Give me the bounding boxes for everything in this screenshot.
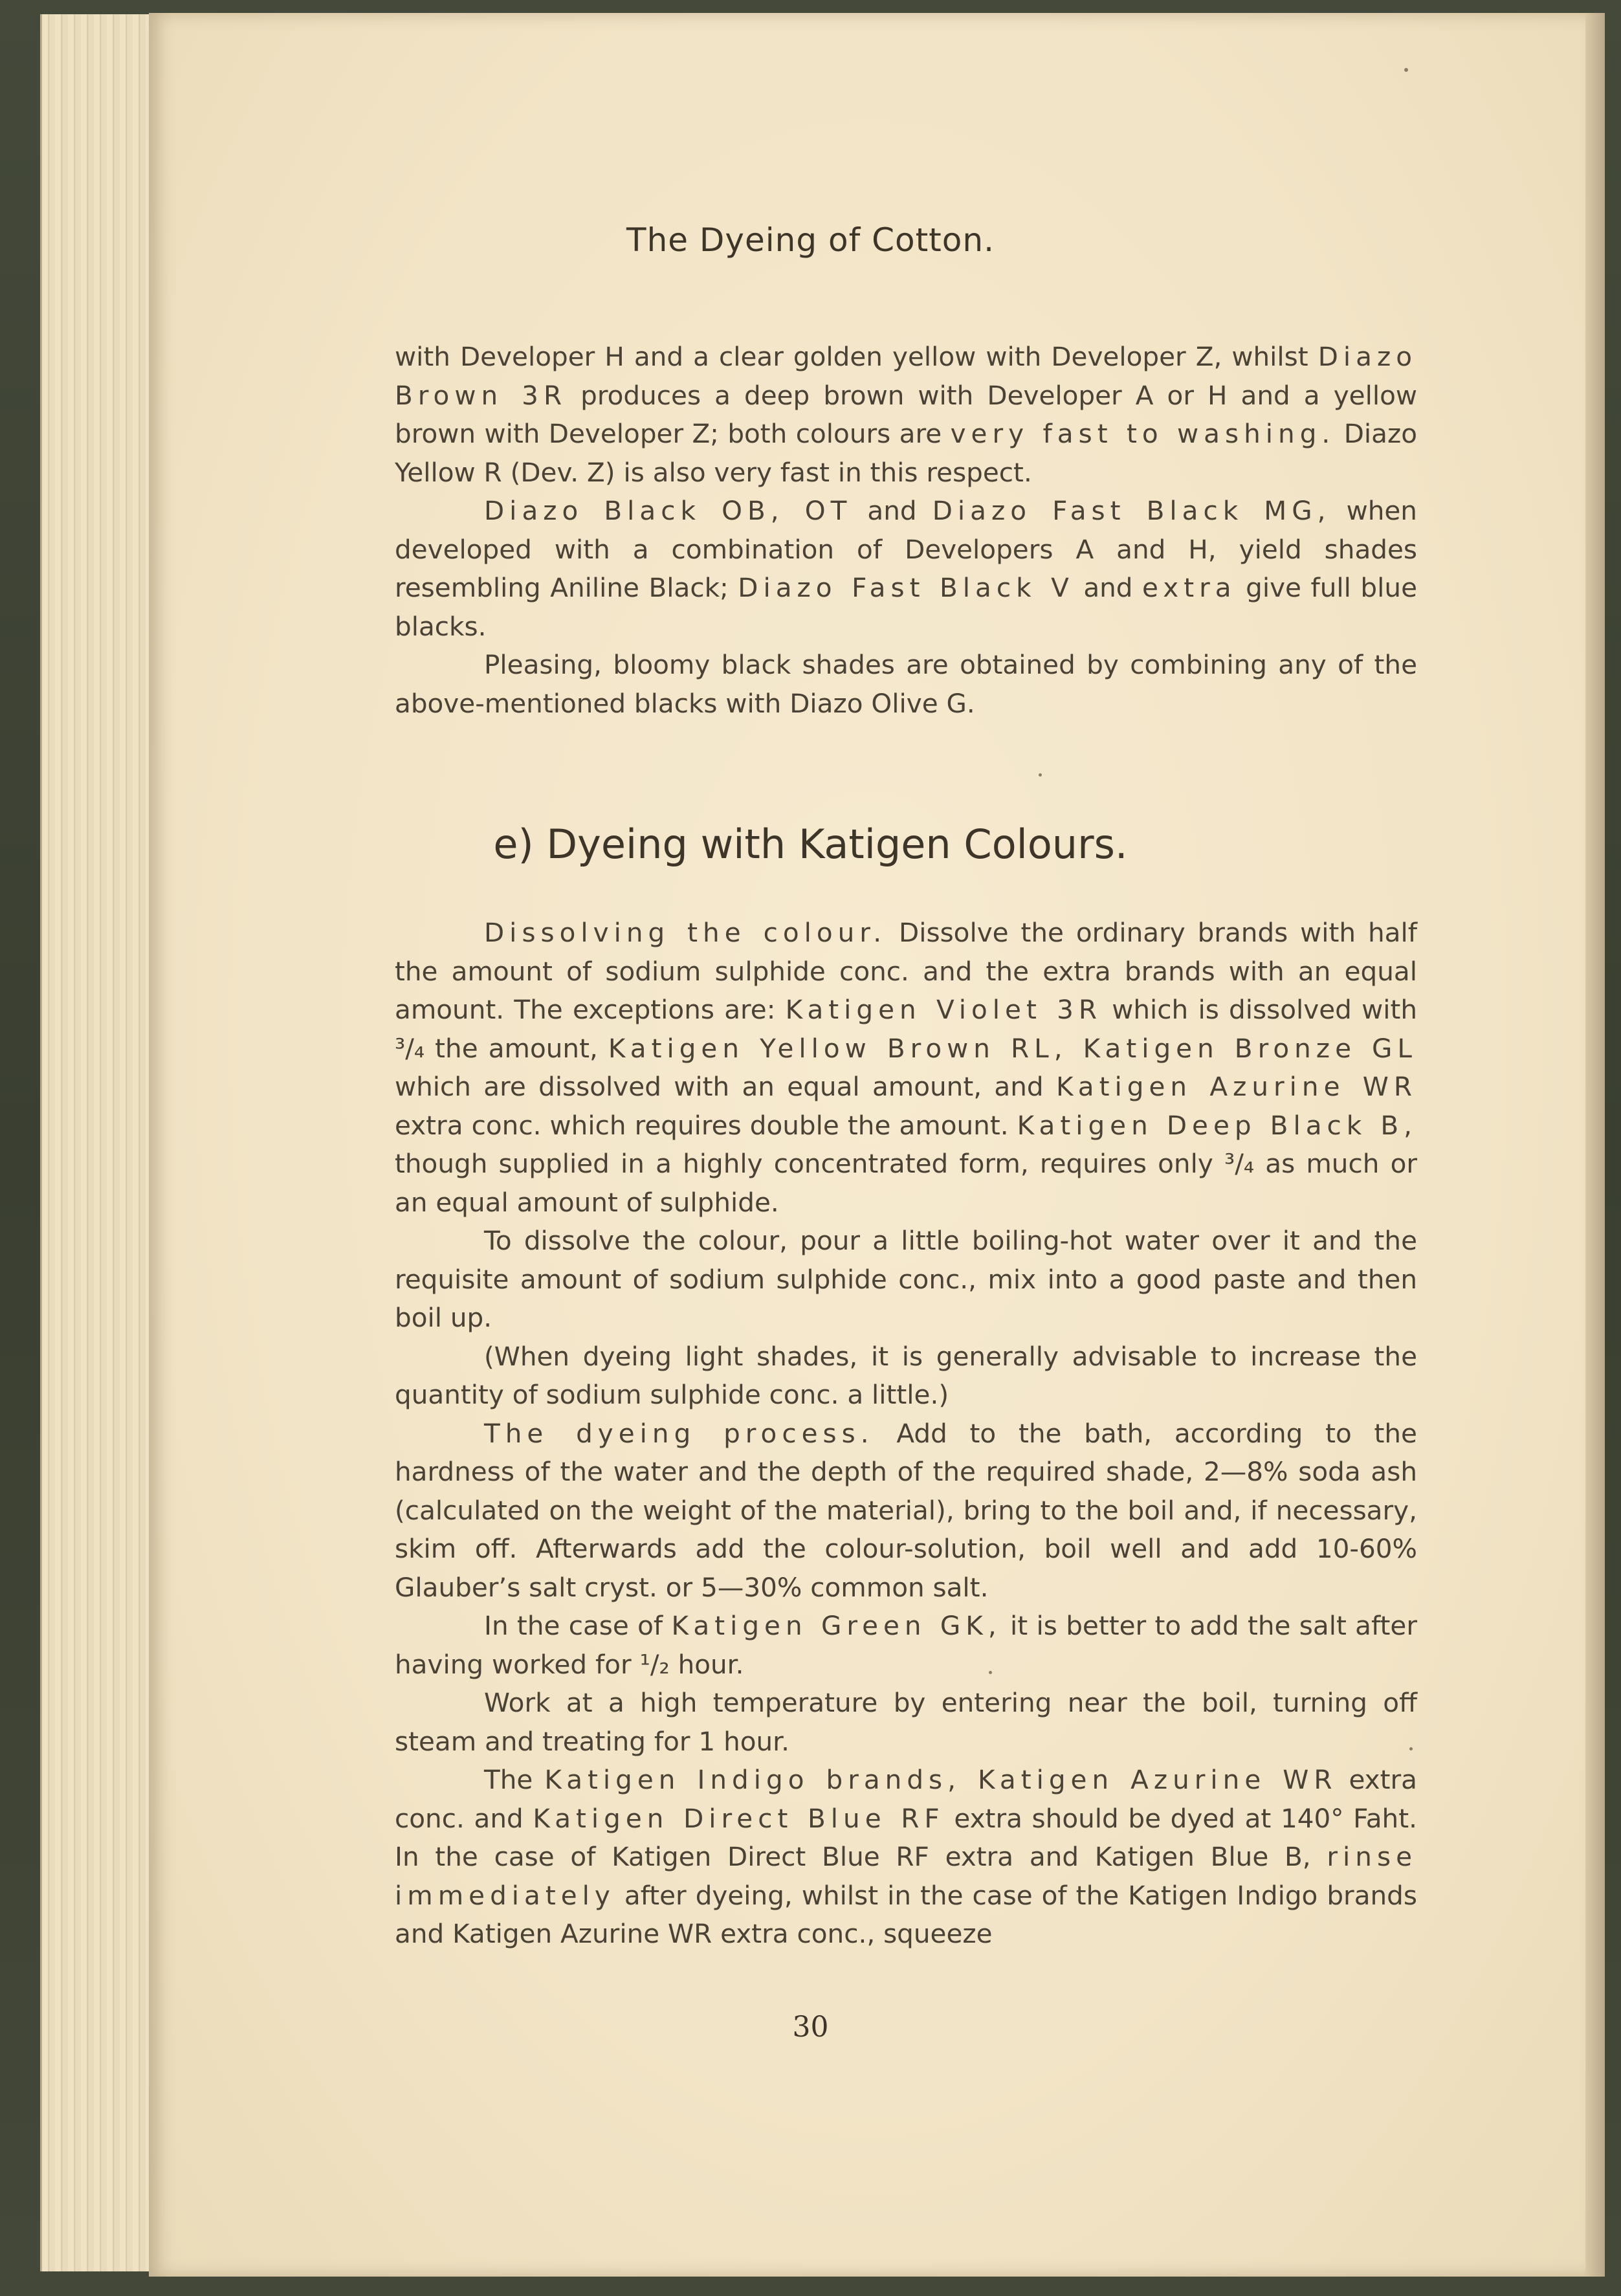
paragraph-dissolving: Dissolving the colour. Dissolve the ordinary brands with half the amount of sodium sulphide conc. and the extra brands with an equal amount. The exceptions are: Katigen Violet 3R which is dissolved with ³/₄ the amount, Katigen Yellow Brown RL, Katigen Bronze GL which are dissolved with an equal amount, and Katigen Azurine WR extra conc. which requires double the amount. Katigen Deep Black B, though supplied in a highly concentrated form, requires only ³/₄ as much or an equal amount of sulphide. [395,917,1418,1218]
paragraph-dyeing-process: The dyeing process. Add to the bath, according to the hardness of the water and the depth of the required shade, 2—8% soda ash (calculated on the weight of the material), bring to the boil and, if necessary, skim off. Afterwards add the colour-solution, boil well and add 10-60% Glauber’s salt cryst. or 5—30% common salt. [395,1417,1417,1603]
paper-speck [989,1671,992,1674]
body-text-top [395,338,1417,723]
paragraph-indigo-brands: The Katigen Indigo brands, Katigen Azurine WR extra conc. and Katigen Direct Blue RF extra should be dyed at 140° Faht. In the case of Katigen Direct Blue RF extra and Katigen Blue B, rinse immediately after dyeing, whilst in the case of the Katigen Indigo brands and Katigen Azurine WR extra conc., squeeze [395,1764,1417,1949]
section-heading: e) Dyeing with Katigen Colours. [493,821,1128,868]
paragraph-light-shades: (When dyeing light shades, it is generally advisable to increase the quantity of sodium sulphide conc. a little.) [395,1340,1417,1410]
paper-speck [1039,773,1042,777]
page-gutter [1585,13,1605,2277]
paragraph-dissolve-instructions: To dissolve the colour, pour a little boiling-hot water over it and the requisite amount of sodium sulphide conc., mix into a good paste and then boil up. [395,1225,1417,1333]
paper-speck [1404,68,1408,72]
running-head: The Dyeing of Cotton. [626,221,995,259]
paragraph-1: with Developer H and a clear golden yellow with Developer Z, whilst Diazo Brown 3R produces a deep brown with Developer A or H and a yellow brown with Developer Z; both colours are very fast to washing. Diazo Yellow R (Dev. Z) is also very fast in this respect. [395,341,1417,488]
body-text-section [395,914,1417,1954]
paragraph-3: Pleasing, bloomy black shades are obtained by combining any of the above-mentioned blacks with Diazo Olive G. [395,649,1417,719]
paper-speck [1409,1747,1413,1750]
paragraph-temperature: Work at a high temperature by entering near the boil, turning off steam and treating for 1 hour. [395,1687,1417,1757]
page-edges [40,14,165,2271]
page-number: 30 [792,2011,829,2044]
paragraph-green-gk: In the case of Katigen Green GK, it is better to add the salt after having worked for ¹/₂ hour. [395,1610,1417,1680]
paragraph-2: Diazo Black OB, OT and Diazo Fast Black MG, when developed with a combination of Developers A and H, yield shades resembling Aniline Black; Diazo Fast Black V and extra give full blue blacks. [395,495,1417,642]
